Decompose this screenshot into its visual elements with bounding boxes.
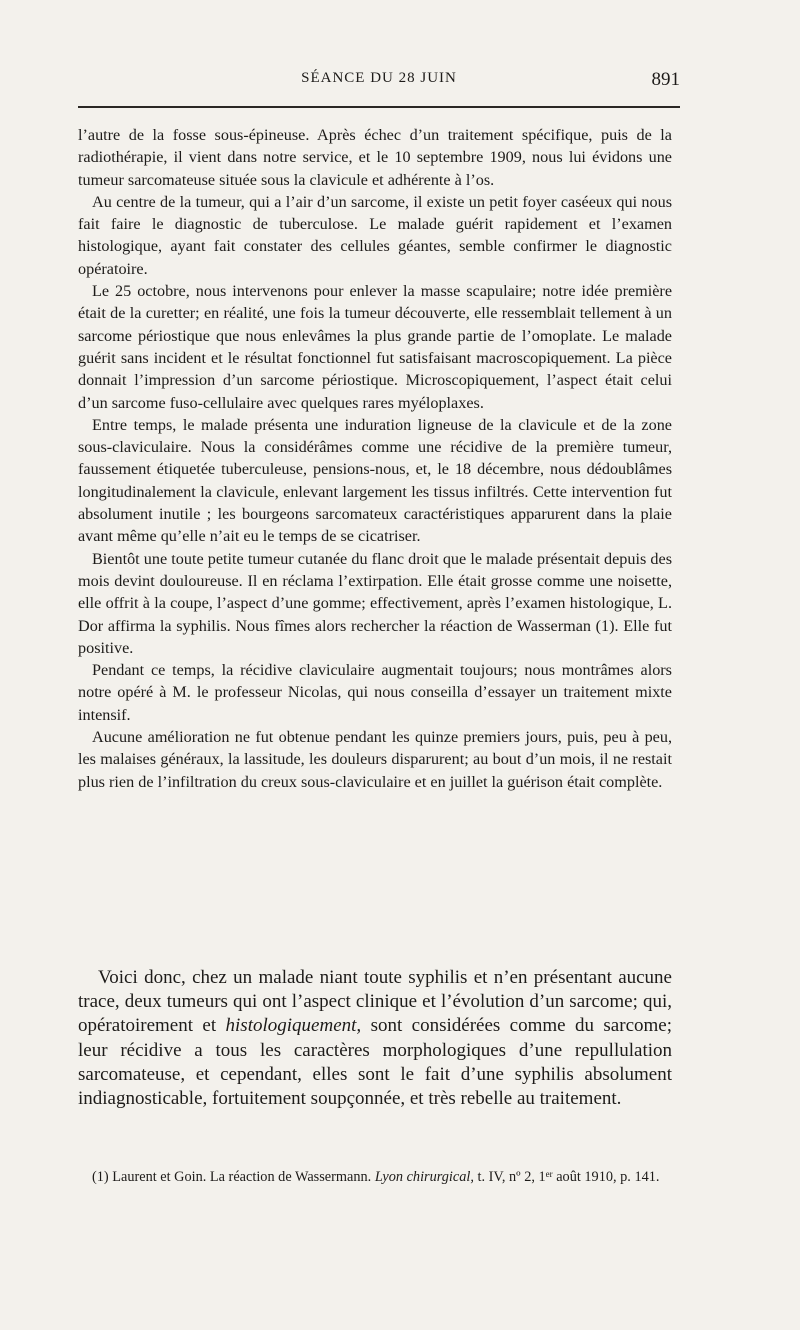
conclusion-paragraph [78, 966, 672, 1111]
page-header [78, 70, 680, 94]
running-title: SÉANCE DU 28 JUIN [301, 70, 457, 86]
footnote-journal: Lyon chirurgical, [374, 1169, 474, 1185]
paragraph-4: Entre temps, le malade présenta une induration ligneuse de la clavicule et de la zone sous-claviculaire. Nous la considérâmes comme une récidive de la première tumeur, faussement étiquetée tuberculeuse, pensions-nous, et, le 18 décembre, nous dédoublâmes longitudinalement la clavicule, enlevant largement les tissus infiltrés. Cette intervention fut absolument inutile ; les bourgeons sarcomateux caractéristiques apparurent dans la plaie avant même qu’elle n’ait eu le temps de se cicatriser. [78, 415, 672, 546]
paragraph-5: Bientôt une toute petite tumeur cutanée du flanc droit que le malade présentait depuis des mois devint douloureuse. Il en réclama l’extirpation. Elle était grosse comme une noisette, elle offrit à la coupe, l’aspect d’une gomme; effectivement, après l’examen histologique, L. Dor affirma la syphilis. Nous fîmes alors rechercher la réaction de Wasserman (1). Elle fut positive. [78, 549, 672, 657]
paragraph-6: Pendant ce temps, la récidive claviculaire augmentait toujours; nous montrâmes alors notre opéré à M. le professeur Nicolas, qui nous conseilla d’essayer un traitement mixte intensif. [78, 661, 672, 724]
page-number: 891 [651, 69, 680, 90]
footnote-text-start: (1) Laurent et Goin. La réaction de Wassermann. [92, 1169, 375, 1185]
paragraph-2: Au centre de la tumeur, qui a l’air d’un sarcome, il existe un petit foyer caséeux qui nous fait faire le diagnostic de tuberculose. Le malade guérit rapidement et l’examen histologique, ayant fait constater des cellules géantes, semble confirmer le diagnostic opératoire. [78, 192, 672, 278]
paragraph-7: Aucune amélioration ne fut obtenue pendant les quinze premiers jours, puis, peu à peu, les malaises généraux, la lassitude, les douleurs disparurent; au bout d’un mois, il ne restait plus rien de l’infiltration du creux sous-claviculaire et en juillet la guérison était complète. [78, 728, 672, 791]
footnote-text-end: août 1910, p. 141. [552, 1169, 660, 1185]
conclusion-italic: histologiquement, [225, 1015, 362, 1037]
footnote-text-mid: t. IV, nº 2, 1 [473, 1169, 546, 1185]
paragraph-3: Le 25 octobre, nous intervenons pour enlever la masse scapulaire; notre idée première était de la curetter; en réalité, une fois la tumeur découverte, elle ressemblait tellement à un sarcome périostique que nous enlevâmes la plus grande partie de l’omoplate. Le malade guérit sans incident et le résultat fonctionnel fut satisfaisant macroscopiquement. La pièce donnait l’impression d’un sarcome périostique. Microscopiquement, l’aspect était celui d’un sarcome fuso-cellulaire avec quelques rares myéloplaxes. [78, 282, 672, 412]
conclusion-text-start: Voici donc, chez un malade niant toute syphilis et n’en présentant aucune trace, deux tumeurs qui ont l’aspect clinique et l’évolution d’un sarcome; qui, opératoirement et [78, 967, 672, 1037]
body-text [78, 124, 672, 793]
footnote [78, 1164, 672, 1188]
paragraph-1: l’autre de la fosse sous-épineuse. Après échec d’un traitement spécifique, puis de la radiothérapie, il vient dans notre service, et le 10 septembre 1909, nous lui évidons une tumeur sarcomateuse située sous la clavicule et adhérente à l’os. [78, 126, 672, 189]
footnote-superscript: er [545, 1169, 553, 1179]
header-rule [78, 106, 680, 108]
conclusion-text-end: sont considérées comme du sarcome; leur récidive a tous les caractères morphologiques d’une repullulation sarcomateuse, et cependant, elles sont le fait d’une syphilis absolument indiagnosticable, fortuitement soupçonnée, et très rebelle au traitement. [78, 1015, 672, 1110]
